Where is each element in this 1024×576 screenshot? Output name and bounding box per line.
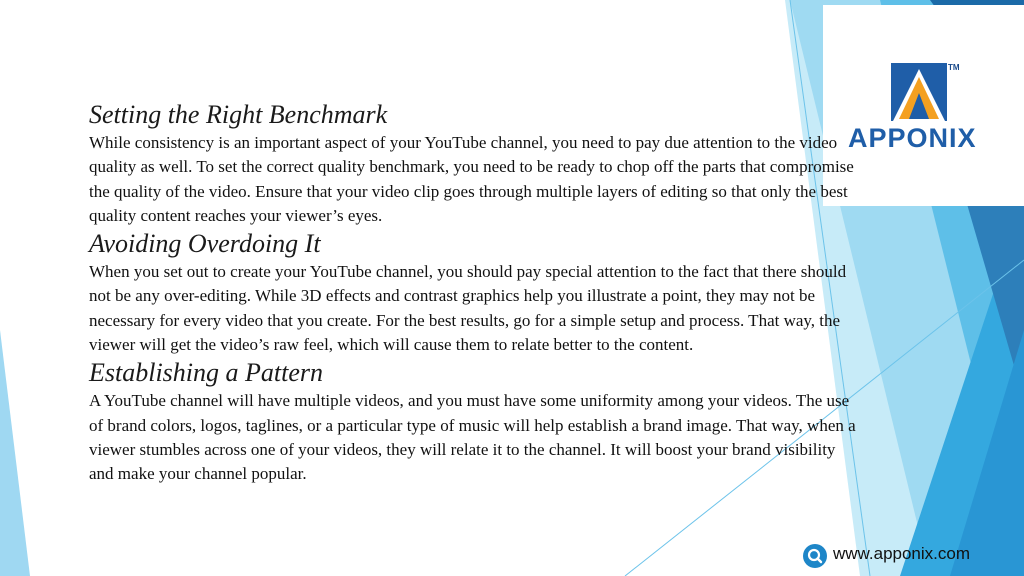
section-heading: Avoiding Overdoing It xyxy=(89,229,321,259)
brand-name: APPONIX xyxy=(848,123,977,153)
website-link[interactable]: www.apponix.com xyxy=(833,544,971,563)
section-heading: Setting the Right Benchmark xyxy=(89,100,388,129)
trademark-label: TM xyxy=(948,63,960,72)
apponix-logo-icon xyxy=(891,63,947,123)
slide-content xyxy=(89,99,859,487)
section-body: While consistency is an important aspect of your YouTube channel, you need to pay due attention to the video quality as well. To set the correct quality benchmark, you need to be ready to chop off the parts that compromise the quality of the video. Ensure that your video clip goes through multiple layers of editing so that only the best quality content reaches your viewer’s eyes. xyxy=(89,133,854,225)
section-heading: Establishing a Pattern xyxy=(89,358,323,388)
section-body: When you set out to create your YouTube channel, you should pay special attention to the fact that there should not be any over-editing. While 3D effects and contrast graphics help you illustrate a point, they may not be necessary for every video that you create. For the best results, go for a simple setup and process. That way, the viewer will get the video’s raw feel, which will cause them to relate better to the content. xyxy=(89,262,847,355)
search-icon xyxy=(803,544,827,568)
section-body: A YouTube channel will have multiple videos, and you must have some uniformity among your videos. The use of brand colors, logos, taglines, or a particular type of music will help establish a brand image. That way, when a viewer stumbles across one of your videos, they will relate it to the channel. It will boost your brand visibility and make your channel popular. xyxy=(89,391,856,484)
